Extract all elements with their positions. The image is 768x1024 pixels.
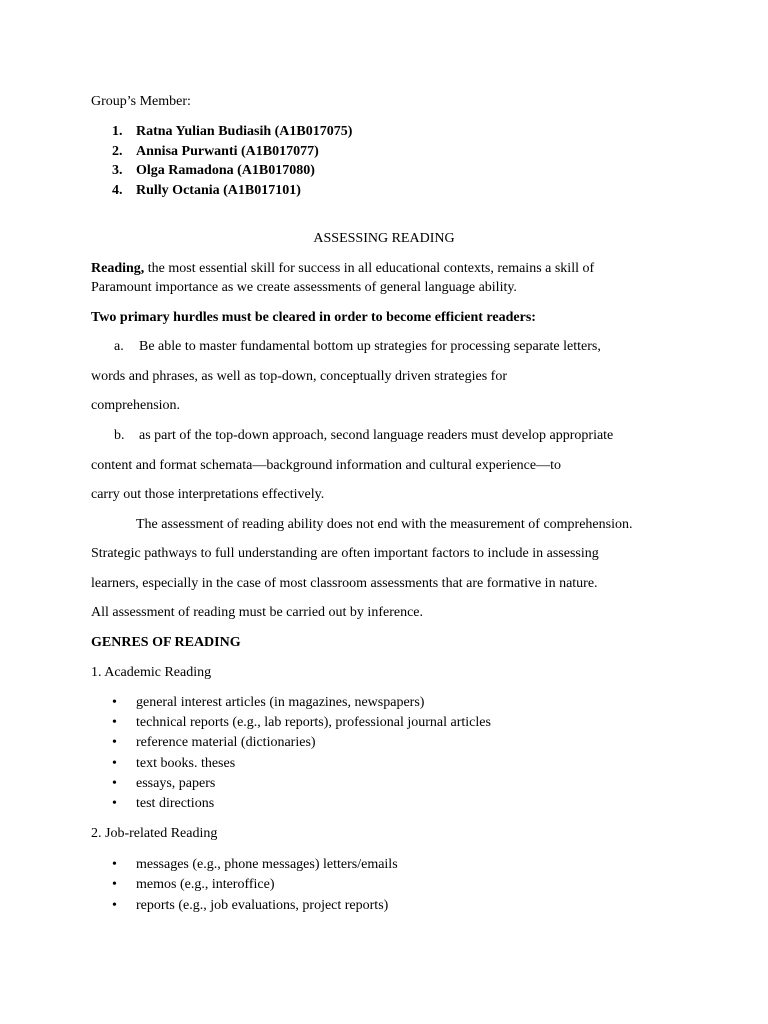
- bullet-icon: •: [112, 857, 117, 872]
- bullet-icon: •: [112, 715, 117, 730]
- hurdle-b-marker: b.: [114, 428, 125, 443]
- member-number: 1.: [112, 124, 123, 139]
- list-item: essays, papers: [136, 776, 216, 791]
- hurdle-b-line: as part of the top-down approach, second language readers must develop appropriate: [139, 428, 614, 443]
- intro-bold-word: Reading,: [91, 261, 145, 276]
- member-number: 2.: [112, 144, 123, 159]
- list-item: general interest articles (in magazines, newspapers): [136, 695, 425, 710]
- list-item: reports (e.g., job evaluations, project reports): [136, 898, 389, 913]
- member-name: Annisa Purwanti (A1B017077): [136, 144, 319, 159]
- list-item: reference material (dictionaries): [136, 735, 316, 750]
- bullet-icon: •: [112, 756, 117, 771]
- member-number: 3.: [112, 163, 123, 178]
- member-name: Olga Ramadona (A1B017080): [136, 163, 315, 178]
- list-item: text books. theses: [136, 756, 236, 771]
- intro-line-1-rest: the most essential skill for success in all educational contexts, remains a skill of: [144, 261, 595, 276]
- bullet-icon: •: [112, 695, 117, 710]
- genres-heading: GENRES OF READING: [91, 635, 241, 650]
- academic-reading-heading: 1. Academic Reading: [91, 665, 212, 680]
- hurdle-a-line: comprehension.: [91, 398, 181, 413]
- hurdle-b-line: carry out those interpretations effectively.: [91, 487, 325, 502]
- bullet-icon: •: [112, 898, 117, 913]
- member-number: 4.: [112, 183, 123, 198]
- assessment-line: learners, especially in the case of most classroom assessments that are formative in nature.: [91, 576, 598, 591]
- members-heading: Group’s Member:: [91, 94, 191, 109]
- assessment-line: Strategic pathways to full understanding are often important factors to include in assessing: [91, 546, 599, 561]
- bullet-icon: •: [112, 735, 117, 750]
- list-item: messages (e.g., phone messages) letters/emails: [136, 857, 398, 872]
- member-name: Ratna Yulian Budiasih (A1B017075): [136, 124, 353, 139]
- bullet-icon: •: [112, 796, 117, 811]
- hurdle-b-line: content and format schemata—background information and cultural experience—to: [91, 458, 561, 473]
- bullet-icon: •: [112, 877, 117, 892]
- bullet-icon: •: [112, 776, 117, 791]
- list-item: test directions: [136, 796, 215, 811]
- assessment-line: The assessment of reading ability does not end with the measurement of comprehension.: [136, 517, 633, 532]
- list-item: memos (e.g., interoffice): [136, 877, 275, 892]
- document-title: ASSESSING READING: [313, 231, 455, 246]
- assessment-line: All assessment of reading must be carried out by inference.: [91, 605, 424, 620]
- list-item: technical reports (e.g., lab reports), professional journal articles: [136, 715, 491, 730]
- intro-line-2: Paramount importance as we create assessments of general language ability.: [91, 280, 517, 295]
- hurdle-a-line: Be able to master fundamental bottom up strategies for processing separate letters,: [139, 339, 601, 354]
- hurdles-heading: Two primary hurdles must be cleared in order to become efficient readers:: [91, 310, 536, 325]
- intro-line-1: [91, 261, 594, 277]
- member-name: Rully Octania (A1B017101): [136, 183, 301, 198]
- hurdle-a-line: words and phrases, as well as top-down, conceptually driven strategies for: [91, 369, 507, 384]
- hurdle-a-marker: a.: [114, 339, 124, 354]
- job-reading-heading: 2. Job-related Reading: [91, 826, 218, 841]
